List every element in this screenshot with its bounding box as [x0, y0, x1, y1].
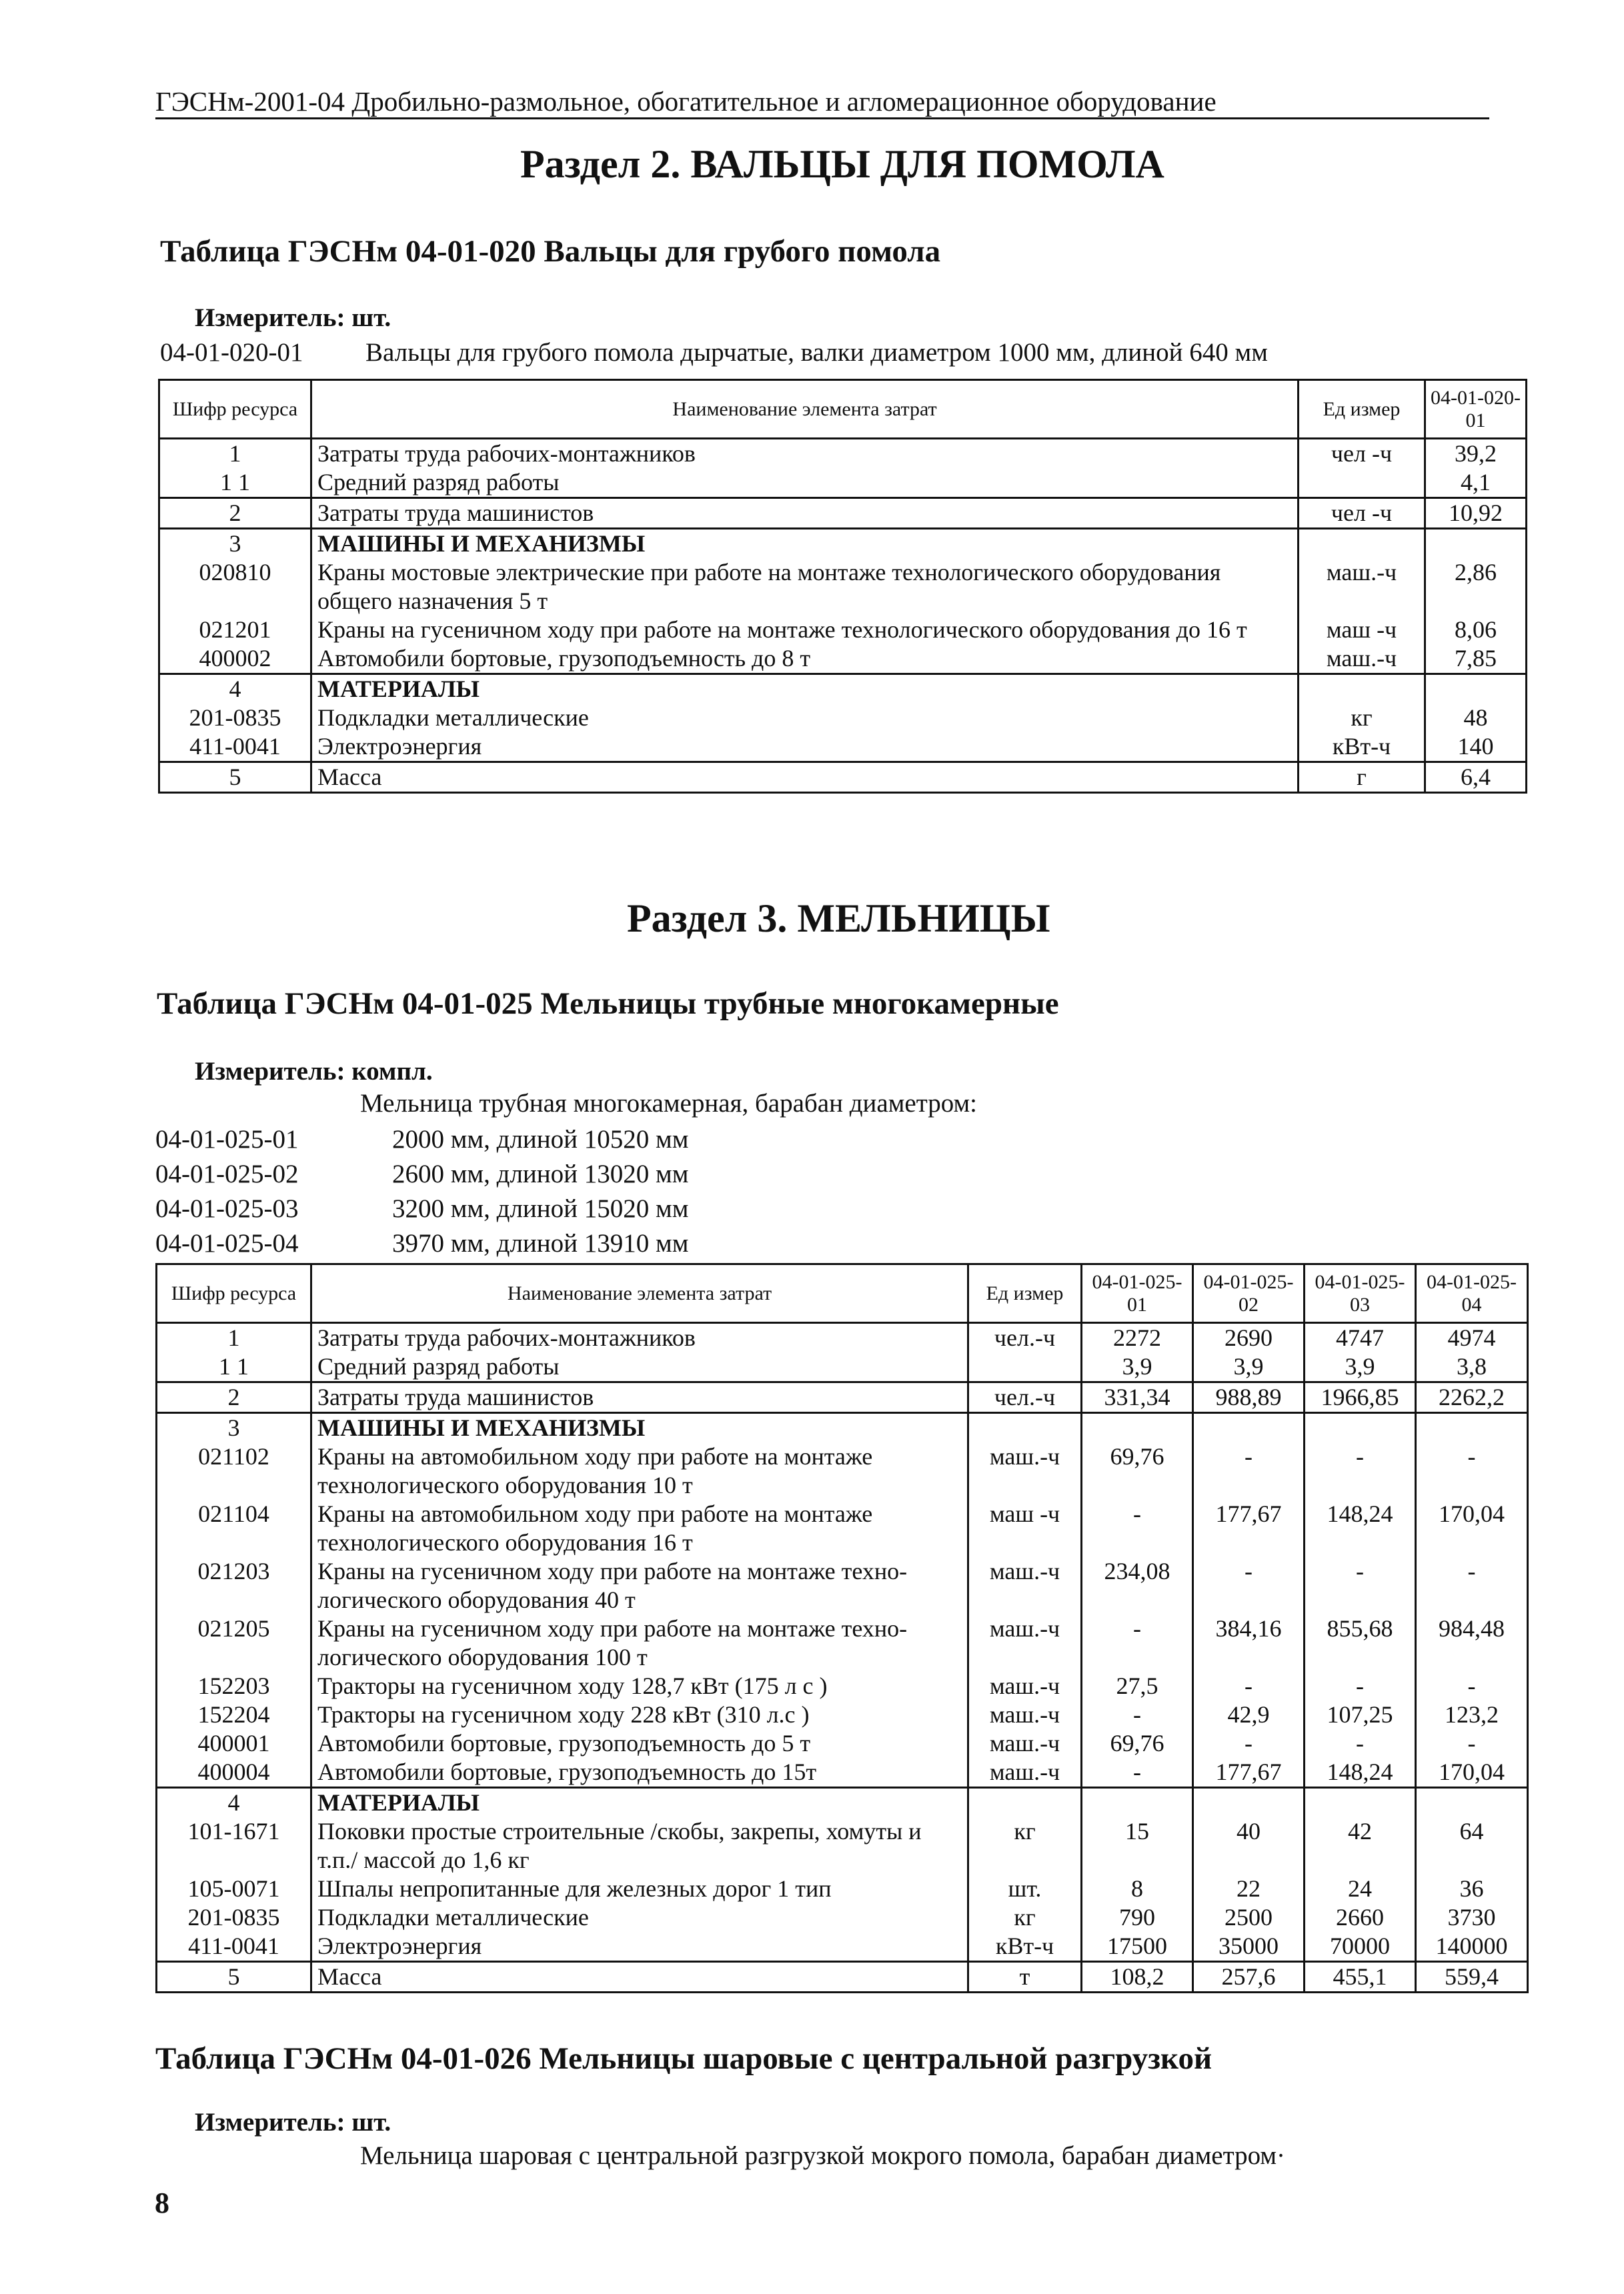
table-row: [157, 1413, 1528, 1443]
cell-unit: кВт-ч: [968, 1932, 1082, 1962]
col-header-unit: Ед измер: [1299, 380, 1425, 439]
item-code: 04-01-025-04: [155, 1229, 299, 1258]
cell-value-2: 40: [1193, 1817, 1305, 1875]
col-header-value-3: 04-01-025-03: [1305, 1264, 1416, 1323]
cell-code: 3: [157, 1413, 311, 1443]
table-row: [159, 762, 1527, 793]
table-020-item-code: 04-01-020-01: [160, 338, 303, 367]
cell-value-4: 3730: [1416, 1903, 1528, 1932]
table-026-intro: Мельница шаровая с центральной разгрузкой мокрого помола, барабан диаметром·: [360, 2141, 1286, 2170]
cell-unit: чел.-ч: [968, 1323, 1082, 1353]
cell-value-4: 4974: [1416, 1323, 1528, 1353]
cell-code: 152203: [157, 1672, 311, 1700]
cell-value-3: 1966,85: [1305, 1382, 1416, 1413]
table-row: [159, 616, 1527, 644]
cell-unit: кВт-ч: [1299, 732, 1425, 762]
cell-value-1: 17500: [1082, 1932, 1193, 1962]
cell-value-3: 107,25: [1305, 1700, 1416, 1729]
cell-unit: г: [1299, 762, 1425, 793]
cell-value-1: 8,06: [1425, 616, 1527, 644]
cell-value-3: 3,9: [1305, 1352, 1416, 1382]
cell-unit: маш.-ч: [968, 1557, 1082, 1614]
cell-value-1: -: [1082, 1500, 1193, 1557]
cell-value-3: -: [1305, 1672, 1416, 1700]
table-row: [157, 1557, 1528, 1614]
cell-value-1: 108,2: [1082, 1962, 1193, 1993]
table-020-item-desc: Вальцы для грубого помола дырчатые, валки диаметром 1000 мм, длиной 640 мм: [365, 338, 1268, 367]
cell-unit: маш.-ч: [968, 1442, 1082, 1500]
cell-unit: [1299, 529, 1425, 559]
cell-value-2: 2500: [1193, 1903, 1305, 1932]
item-code: 04-01-025-02: [155, 1160, 299, 1188]
table-row: [159, 498, 1527, 529]
cell-name: Затраты труда рабочих-монтажников: [311, 439, 1299, 469]
cell-unit: маш.-ч: [968, 1729, 1082, 1758]
cell-value-3: 70000: [1305, 1932, 1416, 1962]
table-026-unit: [195, 2107, 391, 2137]
cell-unit: маш.-ч: [968, 1672, 1082, 1700]
table-row: [159, 529, 1527, 559]
cell-value-3: 855,68: [1305, 1614, 1416, 1672]
col-header-name: Наименование элемента затрат: [311, 380, 1299, 439]
cell-value-4: 140000: [1416, 1932, 1528, 1962]
cell-unit: маш -ч: [968, 1500, 1082, 1557]
cell-value-1: 6,4: [1425, 762, 1527, 793]
cell-name: Автомобили бортовые, грузоподъемность до 8 т: [311, 644, 1299, 674]
table-020: [158, 379, 1527, 794]
cell-value-1: 790: [1082, 1903, 1193, 1932]
cell-value-2: 3,9: [1193, 1352, 1305, 1382]
cell-code: 021104: [157, 1500, 311, 1557]
cell-value-3: 24: [1305, 1875, 1416, 1903]
table-025: [155, 1263, 1529, 1993]
table-025-intro: Мельница трубная многокамерная, барабан диаметром:: [360, 1089, 977, 1118]
cell-value-1: [1425, 674, 1527, 704]
cell-code: 021205: [157, 1614, 311, 1672]
cell-unit: маш -ч: [1299, 616, 1425, 644]
table-row: [157, 1500, 1528, 1557]
cell-value-4: 64: [1416, 1817, 1528, 1875]
table-020-unit: [195, 303, 391, 333]
cell-unit: [1299, 468, 1425, 498]
cell-value-2: 35000: [1193, 1932, 1305, 1962]
cell-name: Затраты труда машинистов: [311, 1382, 968, 1413]
cell-code: 201-0835: [159, 704, 311, 732]
cell-value-1: [1082, 1788, 1193, 1818]
cell-name: МАШИНЫ И МЕХАНИЗМЫ: [311, 1413, 968, 1443]
cell-code: 021203: [157, 1557, 311, 1614]
cell-value-3: 148,24: [1305, 1758, 1416, 1788]
cell-value-4: 170,04: [1416, 1500, 1528, 1557]
table-row: [159, 468, 1527, 498]
cell-value-1: 2,86: [1425, 558, 1527, 616]
cell-code: 4: [159, 674, 311, 704]
unit-value: компл.: [351, 1057, 433, 1086]
unit-label: Измеритель:: [195, 303, 345, 332]
cell-unit: [968, 1788, 1082, 1818]
cell-value-1: [1425, 529, 1527, 559]
table-row: [157, 1962, 1528, 1993]
cell-value-2: -: [1193, 1729, 1305, 1758]
cell-name: Затраты труда машинистов: [311, 498, 1299, 529]
table-020-title: Таблица ГЭСНм 04-01-020 Вальцы для грубого помола: [160, 234, 941, 269]
cell-code: 021201: [159, 616, 311, 644]
table-025-title: Таблица ГЭСНм 04-01-025 Мельницы трубные многокамерные: [157, 986, 1059, 1021]
table-row: [157, 1700, 1528, 1729]
unit-value: шт.: [351, 303, 391, 332]
cell-value-1: 15: [1082, 1817, 1193, 1875]
cell-value-3: -: [1305, 1442, 1416, 1500]
col-header-value: 04-01-020-01: [1425, 380, 1527, 439]
cell-value-1: 7,85: [1425, 644, 1527, 674]
cell-name: МАТЕРИАЛЫ: [311, 1788, 968, 1818]
cell-code: 3: [159, 529, 311, 559]
cell-unit: маш.-ч: [1299, 644, 1425, 674]
table-025-unit: [195, 1056, 433, 1086]
table-row: [157, 1352, 1528, 1382]
cell-unit: чел.-ч: [968, 1382, 1082, 1413]
unit-label: Измеритель:: [195, 2108, 345, 2137]
cell-value-4: 984,48: [1416, 1614, 1528, 1672]
table-row: [157, 1729, 1528, 1758]
table-row: [157, 1903, 1528, 1932]
cell-code: 5: [157, 1962, 311, 1993]
cell-value-4: -: [1416, 1729, 1528, 1758]
cell-value-3: 148,24: [1305, 1500, 1416, 1557]
cell-code: 400001: [157, 1729, 311, 1758]
header-divider: [155, 117, 1489, 119]
table-026-title: Таблица ГЭСНм 04-01-026 Мельницы шаровые с центральной разгрузкой: [155, 2041, 1212, 2076]
cell-value-2: -: [1193, 1557, 1305, 1614]
table-row: [157, 1875, 1528, 1903]
cell-value-2: 177,67: [1193, 1758, 1305, 1788]
cell-value-1: 39,2: [1425, 439, 1527, 469]
item-desc: 2000 мм, длиной 10520 мм: [392, 1125, 689, 1154]
cell-value-1: 331,34: [1082, 1382, 1193, 1413]
cell-name: Шпалы непропитанные для железных дорог 1 тип: [311, 1875, 968, 1903]
cell-name: Тракторы на гусеничном ходу 228 кВт (310 л.с ): [311, 1700, 968, 1729]
cell-value-1: 48: [1425, 704, 1527, 732]
table-row: [157, 1672, 1528, 1700]
col-header-value-4: 04-01-025-04: [1416, 1264, 1528, 1323]
cell-name: Электроэнергия: [311, 732, 1299, 762]
table-row: [157, 1442, 1528, 1500]
cell-value-1: 69,76: [1082, 1442, 1193, 1500]
cell-value-1: 4,1: [1425, 468, 1527, 498]
section-2-title: Раздел 2. ВАЛЬЦЫ ДЛЯ ПОМОЛА: [520, 142, 1164, 186]
cell-code: 105-0071: [157, 1875, 311, 1903]
item-code: 04-01-025-01: [155, 1125, 299, 1154]
cell-value-4: -: [1416, 1442, 1528, 1500]
cell-value-1: -: [1082, 1614, 1193, 1672]
cell-code: 1: [157, 1323, 311, 1353]
table-row: [159, 732, 1527, 762]
cell-unit: маш.-ч: [1299, 558, 1425, 616]
cell-value-1: 234,08: [1082, 1557, 1193, 1614]
cell-name: Масса: [311, 762, 1299, 793]
cell-code: 1: [159, 439, 311, 469]
item-desc: 2600 мм, длиной 13020 мм: [392, 1160, 689, 1188]
cell-value-1: 2272: [1082, 1323, 1193, 1353]
cell-value-1: 27,5: [1082, 1672, 1193, 1700]
cell-value-2: -: [1193, 1442, 1305, 1500]
cell-name: Подкладки металлические: [311, 1903, 968, 1932]
cell-code: 1 1: [159, 468, 311, 498]
cell-unit: кг: [968, 1903, 1082, 1932]
table-row: [159, 439, 1527, 469]
cell-value-3: 4747: [1305, 1323, 1416, 1353]
table-row: [159, 674, 1527, 704]
cell-unit: [968, 1352, 1082, 1382]
cell-name: Электроэнергия: [311, 1932, 968, 1962]
section-3-title: Раздел 3. МЕЛЬНИЦЫ: [627, 896, 1050, 940]
cell-value-3: [1305, 1788, 1416, 1818]
col-header-unit: Ед измер: [968, 1264, 1082, 1323]
cell-code: 020810: [159, 558, 311, 616]
cell-value-1: -: [1082, 1700, 1193, 1729]
cell-code: 400002: [159, 644, 311, 674]
cell-unit: [1299, 674, 1425, 704]
cell-value-1: 140: [1425, 732, 1527, 762]
cell-name: Краны мостовые электрические при работе на монтаже технологического оборудования общего назначения 5 т: [311, 558, 1299, 616]
col-header-code: Шифр ресурса: [159, 380, 311, 439]
cell-value-1: 3,9: [1082, 1352, 1193, 1382]
table-row: [159, 644, 1527, 674]
page-number: 8: [155, 2187, 169, 2219]
cell-value-1: [1082, 1413, 1193, 1443]
cell-code: 021102: [157, 1442, 311, 1500]
cell-unit: маш.-ч: [968, 1614, 1082, 1672]
cell-code: 1 1: [157, 1352, 311, 1382]
cell-value-4: -: [1416, 1672, 1528, 1700]
table-row: [157, 1323, 1528, 1353]
cell-name: Средний разряд работы: [311, 468, 1299, 498]
cell-name: Масса: [311, 1962, 968, 1993]
cell-value-2: 22: [1193, 1875, 1305, 1903]
cell-name: МАТЕРИАЛЫ: [311, 674, 1299, 704]
cell-unit: маш.-ч: [968, 1758, 1082, 1788]
cell-value-4: [1416, 1788, 1528, 1818]
cell-unit: кг: [968, 1817, 1082, 1875]
cell-value-3: 42: [1305, 1817, 1416, 1875]
cell-value-1: 10,92: [1425, 498, 1527, 529]
cell-value-4: 36: [1416, 1875, 1528, 1903]
cell-value-2: 257,6: [1193, 1962, 1305, 1993]
cell-code: 2: [157, 1382, 311, 1413]
item-code: 04-01-025-03: [155, 1194, 299, 1223]
cell-value-3: [1305, 1413, 1416, 1443]
col-header-value-1: 04-01-025-01: [1082, 1264, 1193, 1323]
cell-value-3: 2660: [1305, 1903, 1416, 1932]
table-row: [157, 1758, 1528, 1788]
cell-unit: чел -ч: [1299, 498, 1425, 529]
cell-unit: чел -ч: [1299, 439, 1425, 469]
cell-name: Автомобили бортовые, грузоподъемность до 5 т: [311, 1729, 968, 1758]
col-header-name: Наименование элемента затрат: [311, 1264, 968, 1323]
cell-code: 400004: [157, 1758, 311, 1788]
cell-value-2: 42,9: [1193, 1700, 1305, 1729]
cell-unit: кг: [1299, 704, 1425, 732]
cell-value-4: -: [1416, 1557, 1528, 1614]
cell-name: Тракторы на гусеничном ходу 128,7 кВт (175 л с ): [311, 1672, 968, 1700]
cell-value-2: 177,67: [1193, 1500, 1305, 1557]
cell-value-3: 455,1: [1305, 1962, 1416, 1993]
col-header-value-2: 04-01-025-02: [1193, 1264, 1305, 1323]
cell-code: 4: [157, 1788, 311, 1818]
cell-unit: маш.-ч: [968, 1700, 1082, 1729]
cell-value-3: -: [1305, 1557, 1416, 1614]
item-desc: 3970 мм, длиной 13910 мм: [392, 1229, 689, 1258]
cell-value-4: 559,4: [1416, 1962, 1528, 1993]
cell-value-4: 123,2: [1416, 1700, 1528, 1729]
cell-value-2: 988,89: [1193, 1382, 1305, 1413]
cell-name: Затраты труда рабочих-монтажников: [311, 1323, 968, 1353]
cell-unit: т: [968, 1962, 1082, 1993]
cell-value-1: 8: [1082, 1875, 1193, 1903]
cell-value-2: [1193, 1788, 1305, 1818]
cell-name: Краны на гусеничном ходу при работе на монтаже техно-логического оборудования 40 т: [311, 1557, 968, 1614]
table-row: [157, 1817, 1528, 1875]
table-row: [159, 558, 1527, 616]
cell-name: Средний разряд работы: [311, 1352, 968, 1382]
cell-value-4: 2262,2: [1416, 1382, 1528, 1413]
table-row: [157, 1614, 1528, 1672]
table-row: [157, 1382, 1528, 1413]
unit-value: шт.: [351, 2108, 391, 2137]
cell-code: 411-0041: [157, 1932, 311, 1962]
cell-name: МАШИНЫ И МЕХАНИЗМЫ: [311, 529, 1299, 559]
cell-code: 411-0041: [159, 732, 311, 762]
cell-code: 2: [159, 498, 311, 529]
item-desc: 3200 мм, длиной 15020 мм: [392, 1194, 689, 1223]
cell-code: 152204: [157, 1700, 311, 1729]
cell-value-1: -: [1082, 1758, 1193, 1788]
cell-value-2: 384,16: [1193, 1614, 1305, 1672]
cell-value-2: -: [1193, 1672, 1305, 1700]
cell-name: Подкладки металлические: [311, 704, 1299, 732]
cell-value-4: 3,8: [1416, 1352, 1528, 1382]
cell-name: Автомобили бортовые, грузоподъемность до 15т: [311, 1758, 968, 1788]
cell-code: 101-1671: [157, 1817, 311, 1875]
table-row: [157, 1932, 1528, 1962]
cell-code: 201-0835: [157, 1903, 311, 1932]
cell-value-4: 170,04: [1416, 1758, 1528, 1788]
unit-label: Измеритель:: [195, 1057, 345, 1086]
cell-name: Краны на автомобильном ходу при работе на монтаже технологического оборудования 10 т: [311, 1442, 968, 1500]
running-header: ГЭСНм-2001-04 Дробильно-размольное, обогатительное и агломерационное оборудование: [155, 86, 1216, 117]
cell-value-3: -: [1305, 1729, 1416, 1758]
cell-unit: шт.: [968, 1875, 1082, 1903]
cell-value-4: [1416, 1413, 1528, 1443]
cell-name: Краны на гусеничном ходу при работе на монтаже техно-логического оборудования 100 т: [311, 1614, 968, 1672]
table-row: [157, 1788, 1528, 1818]
table-row: [159, 704, 1527, 732]
cell-name: Поковки простые строительные /скобы, закрепы, хомуты и т.п./ массой до 1,6 кг: [311, 1817, 968, 1875]
cell-unit: [968, 1413, 1082, 1443]
cell-value-2: [1193, 1413, 1305, 1443]
cell-value-2: 2690: [1193, 1323, 1305, 1353]
cell-code: 5: [159, 762, 311, 793]
cell-value-1: 69,76: [1082, 1729, 1193, 1758]
cell-name: Краны на автомобильном ходу при работе на монтаже технологического оборудования 16 т: [311, 1500, 968, 1557]
col-header-code: Шифр ресурса: [157, 1264, 311, 1323]
cell-name: Краны на гусеничном ходу при работе на монтаже технологического оборудования до 16 т: [311, 616, 1299, 644]
